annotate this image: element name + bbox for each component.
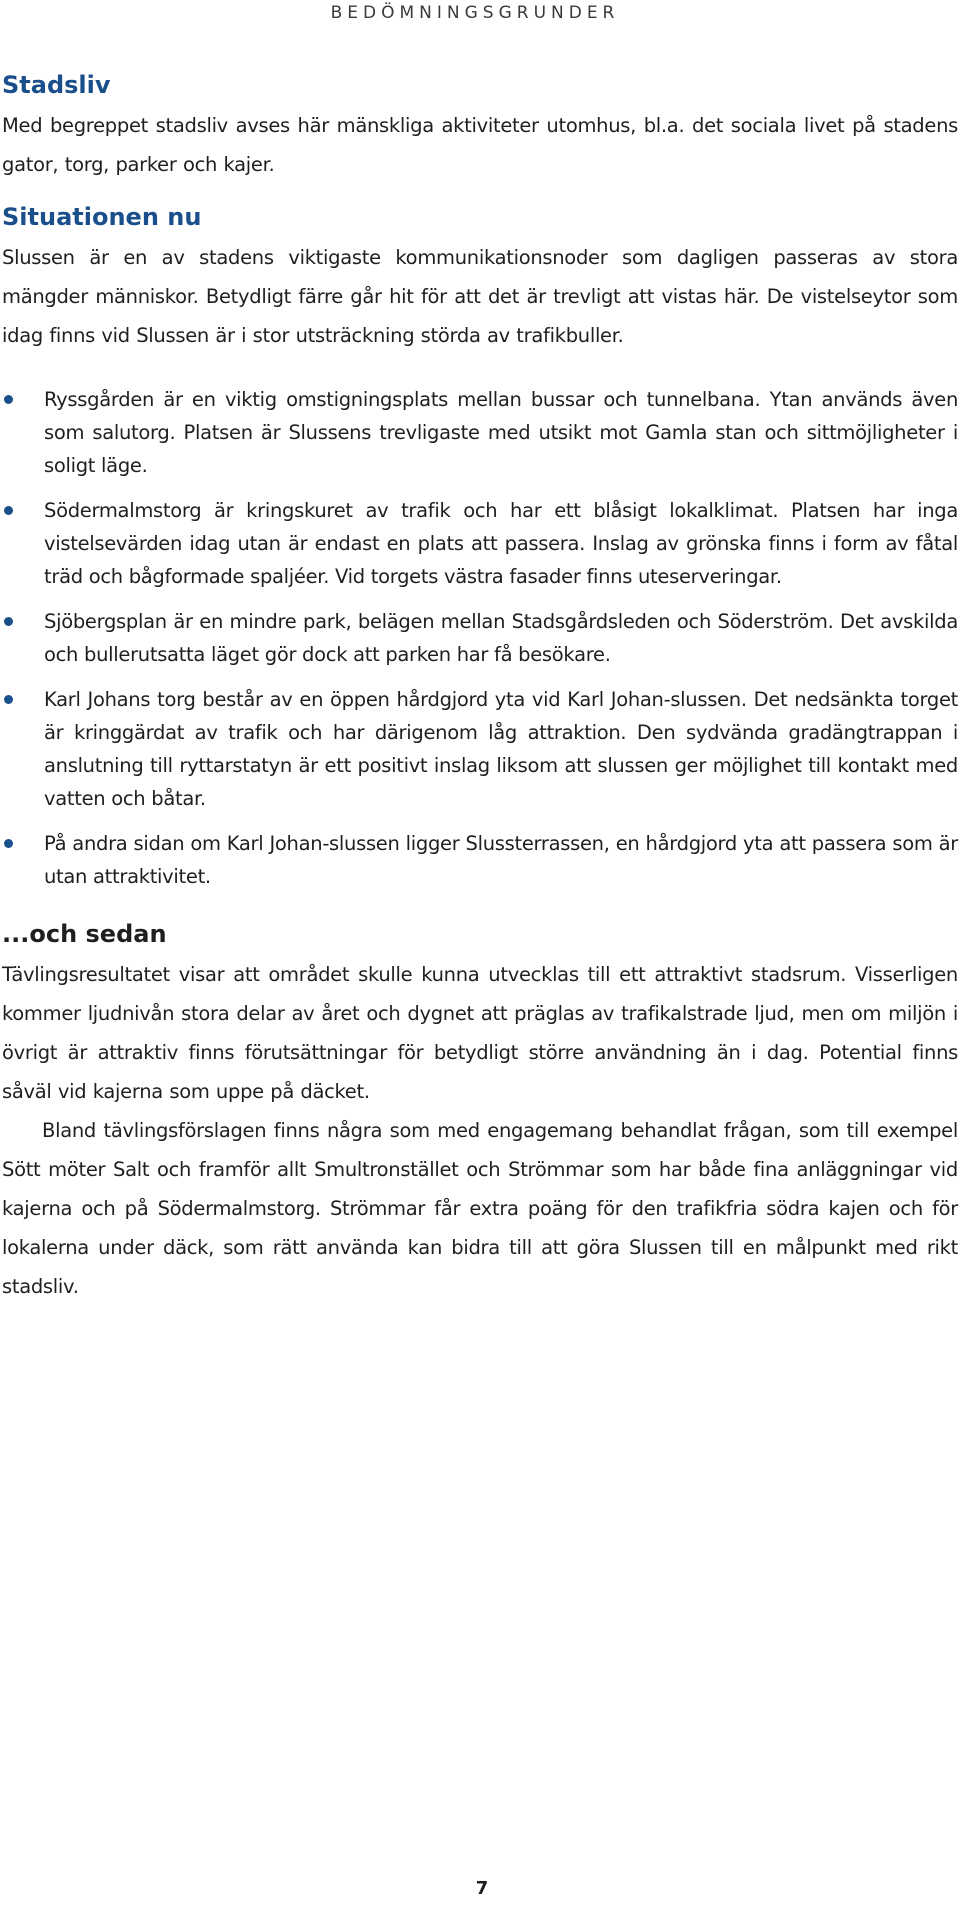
paragraph-och-sedan-2: Bland tävlingsförslagen finns några som med engagemang behandlat frågan, som till exempel Sött möter Salt och framför allt Smultronstället och Strömmar som har både fina anläggningar vid kajerna och på Södermalmstorg. Strömmar får extra poäng för den trafikfria södra kajen och för lokalerna under däck, som rätt använda kan bidra till att göra Slussen till en målpunkt med rikt stadsliv.	[2, 1119, 958, 1298]
list-item	[2, 383, 958, 482]
list-item-text: Ryssgården är en viktig omstigningsplats mellan bussar och tunnelbana. Ytan används även som salutorg. Platsen är Slussens trevligaste med utsikt mot Gamla stan och sittmöjligheter i soligt läge.	[44, 388, 958, 477]
page-content	[2, 64, 958, 1306]
page-number: 7	[475, 1878, 489, 1899]
bullet-dot-icon	[4, 839, 13, 848]
list-item-text: På andra sidan om Karl Johan-slussen ligger Slussterrassen, en hårdgjord yta att passera som är utan attraktivitet.	[44, 832, 958, 888]
paragraph-situationen-nu: Slussen är en av stadens viktigaste kommunikationsnoder som dagligen passeras av stora mängder människor. Betydligt färre går hit för att det är trevligt att vistas här. De vistelseytor som idag finns vid Slussen är i stor utsträckning störda av trafikbuller.	[2, 246, 958, 347]
section-title-situationen-nu: Situationen nu	[2, 203, 202, 231]
list-item-text: Sjöbergsplan är en mindre park, belägen mellan Stadsgårdsleden och Söderström. Det avskilda och bullerutsatta läget gör dock att parken har få besökare.	[44, 610, 958, 666]
bullet-dot-icon	[4, 506, 13, 515]
section-title-och-sedan: ...och sedan	[2, 920, 167, 948]
running-header: BEDÖMNINGSGRUNDER	[330, 3, 620, 23]
bullet-list	[2, 383, 958, 893]
bullet-dot-icon	[4, 617, 13, 626]
list-item	[2, 827, 958, 893]
paragraph-och-sedan-1: Tävlingsresultatet visar att området skulle kunna utvecklas till ett attraktivt stadsrum. Visserligen kommer ljudnivån stora delar av året och dygnet att präglas av trafikalstrade ljud, men om miljön i övrigt är attraktiv finns förutsättningar för betydligt större användning än i dag. Potential finns såväl vid kajerna som uppe på däcket.	[2, 963, 958, 1103]
list-item-text: Karl Johans torg består av en öppen hårdgjord yta vid Karl Johan-slussen. Det nedsänkta torget är kringgärdat av trafik och har därigenom låg attraktion. Den sydvända gradängtrappan i anslutning till ryttarstatyn är ett positivt inslag liksom att slussen ger möjlighet till kontakt med vatten och båtar.	[44, 688, 958, 810]
list-item-text: Södermalmstorg är kringskuret av trafik och har ett blåsigt lokalklimat. Platsen har inga vistelsevärden idag utan är endast en plats att passera. Inslag av grönska finns i form av fåtal träd och bågformade spaljéer. Vid torgets västra fasader finns uteserveringar.	[44, 499, 958, 588]
section-title-stadsliv: Stadsliv	[2, 71, 111, 99]
list-item	[2, 494, 958, 593]
bullet-dot-icon	[4, 395, 13, 404]
list-item	[2, 683, 958, 815]
bullet-dot-icon	[4, 695, 13, 704]
list-item	[2, 605, 958, 671]
paragraph-stadsliv: Med begreppet stadsliv avses här mänskliga aktiviteter utomhus, bl.a. det sociala livet på stadens gator, torg, parker och kajer.	[2, 114, 958, 176]
